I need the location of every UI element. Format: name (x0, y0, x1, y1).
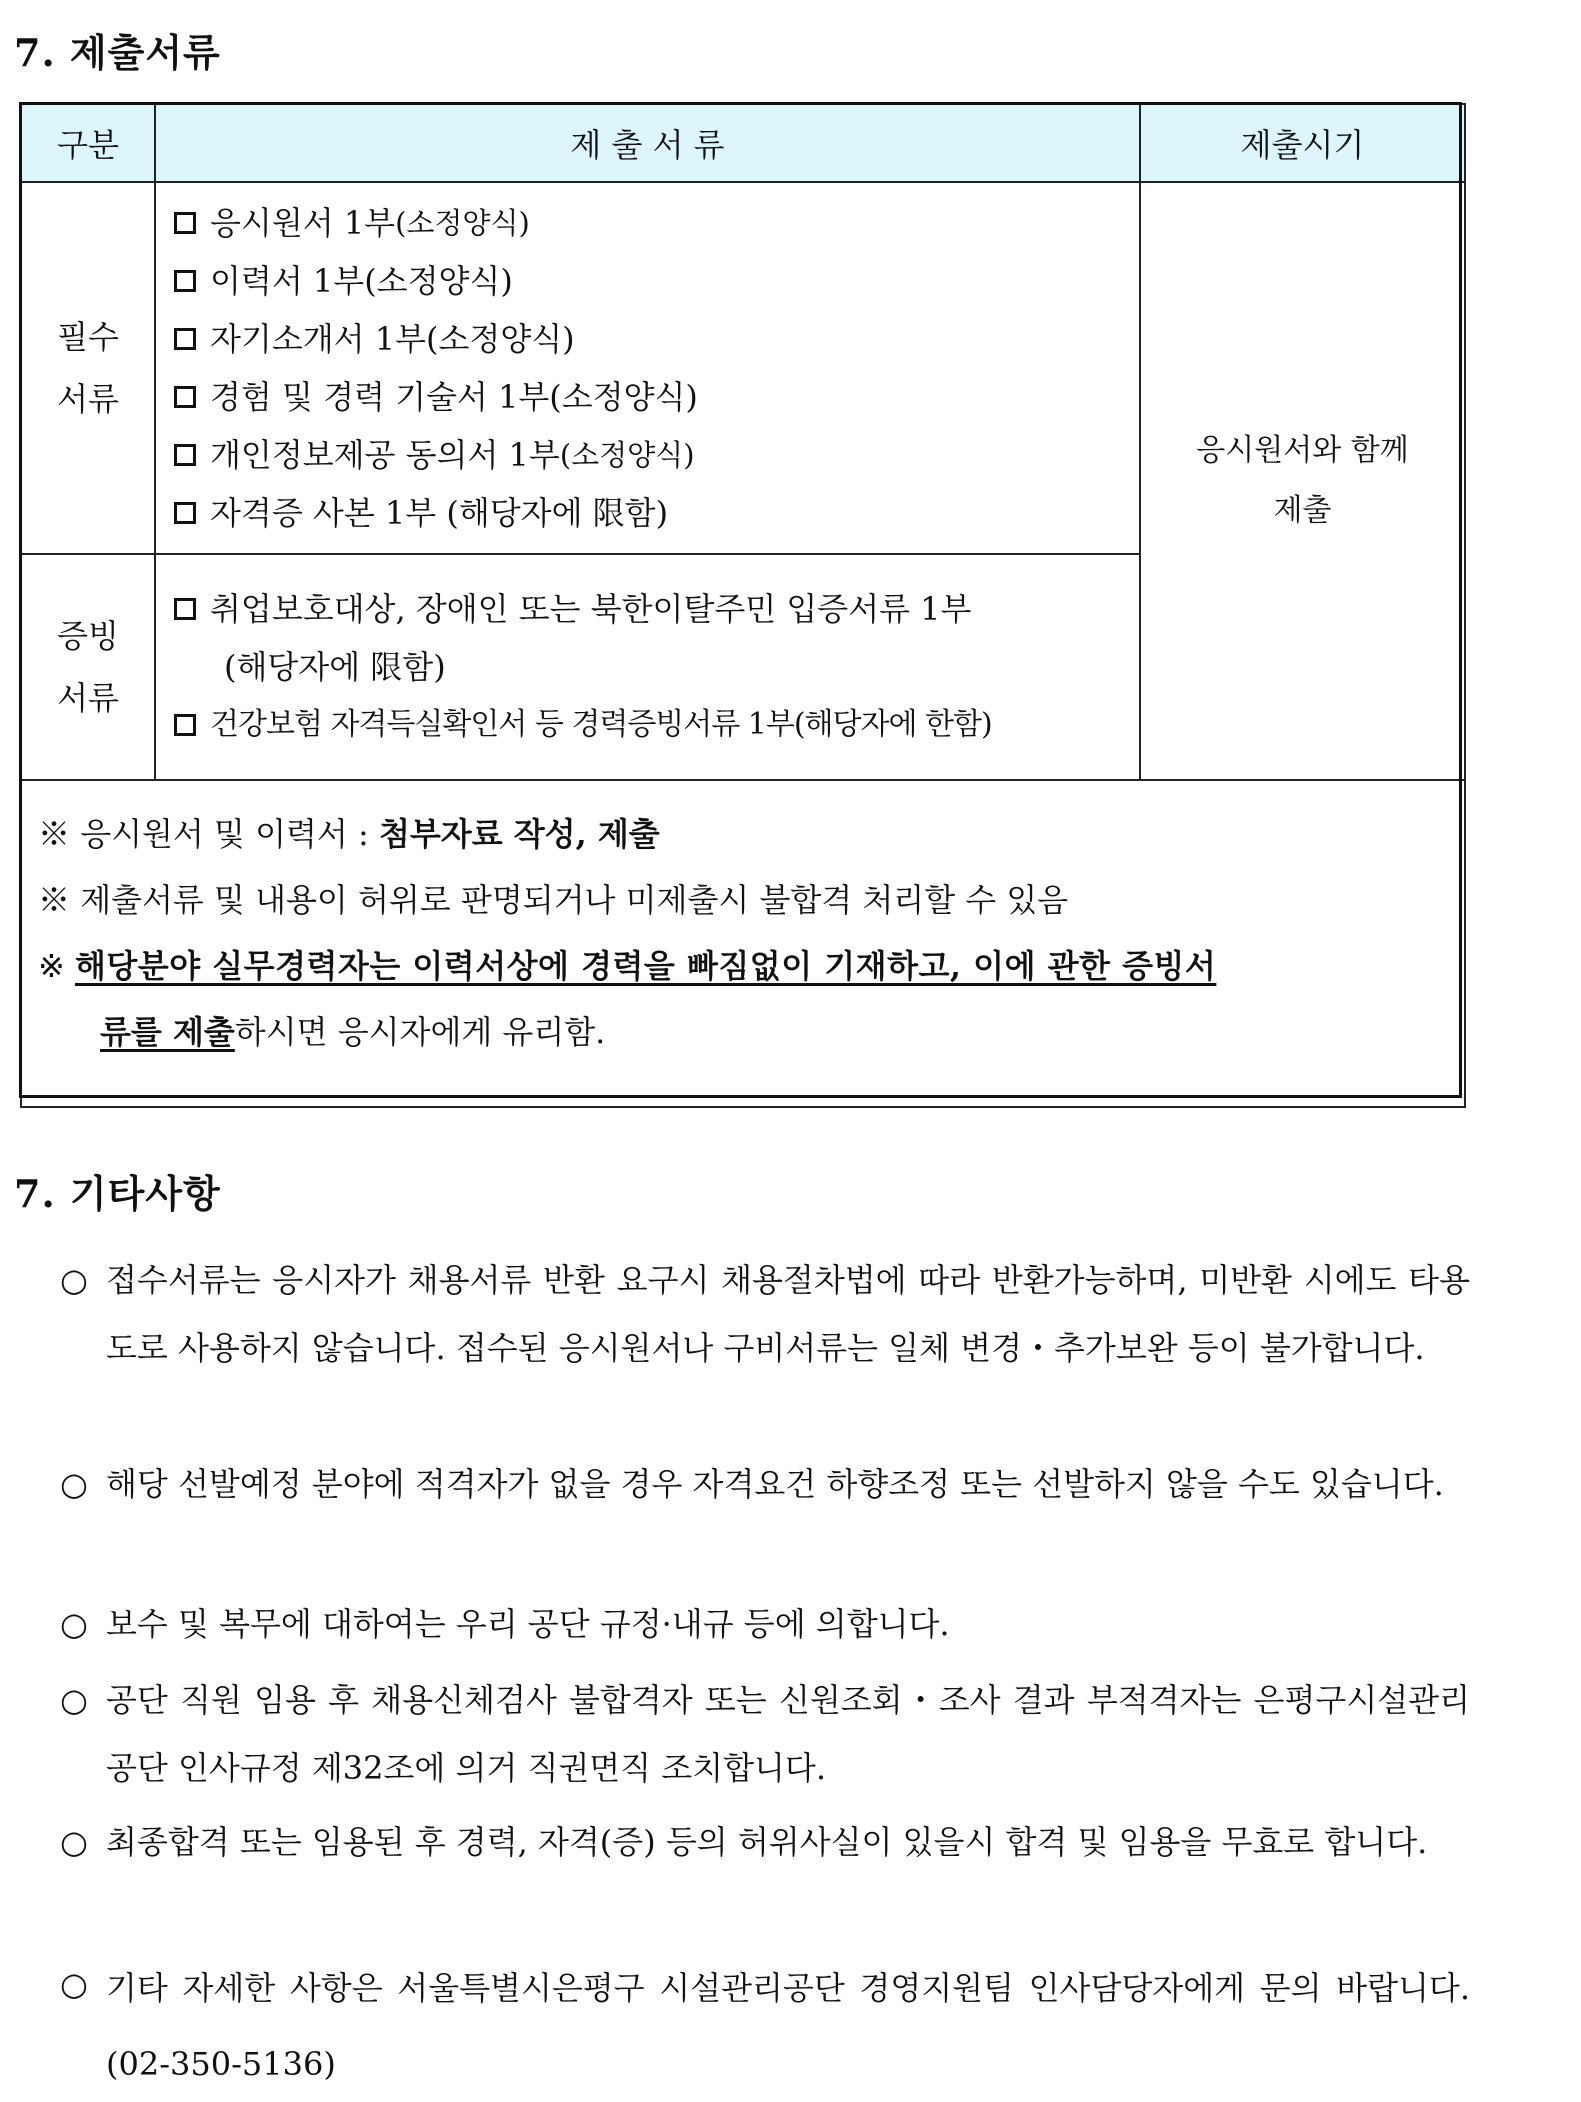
category-required: 필수 서류 (21, 182, 155, 554)
list-item: 자기소개서 1부 (소정양식) (174, 310, 1139, 368)
note-2: ※ 제출서류 및 내용이 허위로 판명되거나 미제출시 불합격 처리할 수 있음 (38, 881, 1069, 919)
bullet-icon: ○ (60, 1261, 88, 1299)
bullet-icon: ○ (60, 1465, 88, 1503)
list-item: ○ 해당 선발예정 분야에 적격자가 없을 경우 자격요건 하향조정 또는 선발하지 않을 수도 있습니다. (60, 1450, 1470, 1518)
header-timing: 제출시기 (1140, 104, 1465, 182)
note-3-continued: 류를 제출하시면 응시자에게 유리함. (100, 1013, 606, 1051)
table-header-row (21, 104, 1465, 182)
list-item: 취업보호대상, 장애인 또는 북한이탈주민 입증서류 1부 (174, 580, 1139, 638)
checkbox-icon (174, 270, 196, 292)
list-item: 이력서 1부 (소정양식) (174, 252, 1139, 310)
checkbox-icon (174, 598, 196, 620)
header-documents: 제 출 서 류 (155, 104, 1140, 182)
submission-timing: 응시원서와 함께 제출 (1140, 182, 1465, 780)
list-item: 개인정보제공 동의서 1부 (소정양식) (174, 426, 1139, 484)
list-item: ○ 접수서류는 응시자가 채용서류 반환 요구시 채용절차법에 따라 반환가능하며, 미반환 시에도 타용도로 사용하지 않습니다. 접수된 응시원서나 구비서류는 일체 변경・추가보완 등이 불가합니다. (60, 1246, 1470, 1382)
checkbox-icon (174, 502, 196, 524)
checkbox-icon (174, 386, 196, 408)
checkbox-icon (174, 444, 196, 466)
bullet-icon: ○ (60, 1605, 88, 1643)
bullet-icon: ○ (60, 1965, 88, 2003)
section-title-documents: 7. 제출서류 (14, 30, 221, 75)
list-item: ○ 기타 자세한 사항은 서울특별시은평구 시설관리공단 경영지원팀 인사담당자에게 문의 바랍니다.(02-350-5136) (60, 1950, 1470, 2102)
note-3: ※ 해당분야 실무경력자는 이력서상에 경력을 빠짐없이 기재하고, 이에 관한 증빙서 (38, 947, 1217, 985)
checkbox-icon (174, 212, 196, 234)
list-item: ○ 공단 직원 임용 후 채용신체검사 불합격자 또는 신원조회・조사 결과 부적격자는 은평구시설관리공단 인사규정 제32조에 의거 직권면직 조치합니다. (60, 1666, 1470, 1802)
bullet-icon: ○ (60, 1681, 88, 1719)
checkbox-icon (174, 714, 196, 736)
list-item: 건강보험 자격득실확인서 등 경력증빙서류 1부(해당자에 한함) (174, 696, 1139, 754)
table-row-required (21, 182, 1465, 554)
list-item: 자격증 사본 1부 (해당자에 限함) (174, 484, 1139, 542)
note-1: ※ 응시원서 및 이력서 : 첨부자료 작성, 제출 (38, 815, 660, 853)
list-item: 응시원서 1부 (소정양식) (174, 194, 1139, 252)
list-item: 경험 및 경력 기술서 1부 (소정양식) (174, 368, 1139, 426)
checkbox-icon (174, 328, 196, 350)
documents-table (20, 103, 1466, 1108)
list-item: ○ 최종합격 또는 임용된 후 경력, 자격(증) 등의 허위사실이 있을시 합격 및 임용을 무효로 합니다. (60, 1808, 1470, 1876)
list-item: ○ 보수 및 복무에 대하여는 우리 공단 규정·내규 등에 의합니다. (60, 1590, 1470, 1658)
header-category: 구분 (21, 104, 155, 182)
notes-cell (21, 780, 1465, 1107)
required-documents-list (155, 182, 1140, 554)
bullet-icon: ○ (60, 1823, 88, 1861)
category-evidence: 증빙 서류 (21, 554, 155, 780)
table-row-notes (21, 780, 1465, 1107)
evidence-documents-list: 취업보호대상, 장애인 또는 북한이탈주민 입증서류 1부 (해당자에 限함) 건강보험 자격득실확인서 등 경력증빙서류 1부(해당자에 한함) (155, 554, 1140, 780)
section-title-other: 7. 기타사항 (14, 1171, 221, 1216)
